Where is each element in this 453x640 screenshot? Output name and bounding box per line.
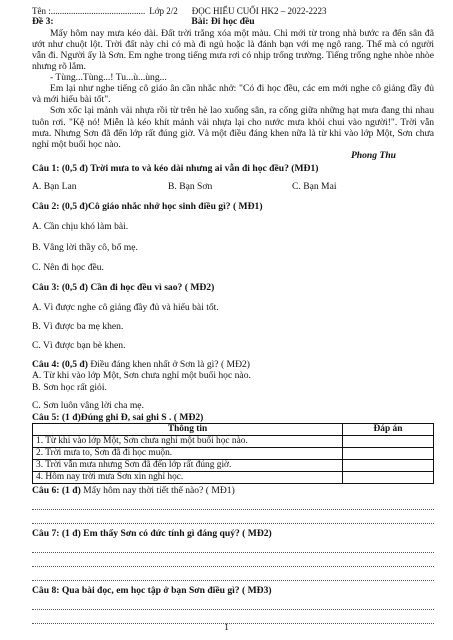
page-number: 1 <box>224 622 229 633</box>
question-1-options <box>32 181 434 192</box>
table-row <box>33 471 434 483</box>
q4-option-b[interactable]: B. Sơn học rất giỏi. <box>32 381 107 393</box>
q1-option-a[interactable]: A. Bạn Lan <box>32 181 77 193</box>
answer-line[interactable] <box>32 554 434 567</box>
student-name-field[interactable]: Tên :.......................................... <box>32 6 146 16</box>
answer-cell[interactable] <box>343 459 434 471</box>
true-false-table <box>32 423 434 484</box>
question-6 <box>32 485 434 496</box>
question-4-label: Câu 4: (0,5 đ) <box>32 359 88 371</box>
table-row <box>33 459 434 471</box>
table-row <box>33 435 434 447</box>
answer-cell[interactable] <box>343 447 434 459</box>
question-6-label: Câu 6: (1 đ) <box>32 484 81 496</box>
q1-option-c[interactable]: C. Bạn Mai <box>292 181 337 193</box>
answer-line[interactable] <box>32 568 434 581</box>
q1-option-b[interactable]: B. Bạn Sơn <box>168 181 213 193</box>
q3-option-b[interactable]: B. Vì được ba mẹ khen. <box>32 321 124 333</box>
table-header-answer: Đáp án <box>343 423 434 435</box>
answer-line[interactable] <box>32 597 434 610</box>
question-8: Câu 8: Qua bài đọc, em học tập ở bạn Sơn điều gì? ( MĐ3) <box>32 585 272 597</box>
answer-line[interactable] <box>32 540 434 553</box>
reading-title: Bài: Đi học đều <box>191 16 255 28</box>
q3-option-c[interactable]: C. Vì được bạn bè khen. <box>32 340 126 352</box>
q4-option-c[interactable]: C. Sơn luôn vâng lời cha mẹ. <box>32 399 144 411</box>
story-paragraph-1: Mấy hôm nay mưa kéo dài. Đất trời trắng xóa một màu. Chỉ mới từ trong nhà bước ra đến sân đã ướt như chuột lột. Trời đất này chỉ có mà đi ngủ hoặc là đánh bạn với mẹ ngô rang. Thế mà có người vẫn đi. Người ấy là Sơn. Em nghe trong tiếng mưa rơi có nhịp trống trường. Tiếng trống nghe nhòe nhòe nhưng rõ lắm. <box>32 27 434 72</box>
q2-option-a[interactable]: A. Cần chịu khó làm bài. <box>32 221 129 233</box>
story-paragraph-4: Sơn xốc lại mảnh vải nhựa rồi từ trên hè lao xuống sân, ra cổng giữa những hạt mưa đang thi nhau tuôn rơi. "Kệ nó! Miễn là kéo khít mảnh vải nhựa lại cho nước mưa khỏi chui vào người!". Trời vẫn mưa. Nhưng Sơn đã đến lớp rất đúng giờ. Và một điều đáng khen nữa là từ khi vào lớp Một, Sơn chưa nghỉ một buổi học nào. <box>32 105 434 150</box>
table-cell-statement: 4. Hôm nay trời mưa Sơn xin nghỉ học. <box>33 471 343 483</box>
table-header-row <box>33 423 434 435</box>
answer-line[interactable] <box>32 497 434 510</box>
question-5: Câu 5: (1 đ)Đúng ghi Đ, sai ghi S . ( MĐ2) <box>32 411 204 423</box>
class-label: Lớp 2/2 <box>149 6 178 16</box>
table-row <box>33 447 434 459</box>
question-6-text: Mấy hôm nay thời tiết thế nào? ( MĐ1) <box>80 484 235 496</box>
table-cell-statement: 1. Từ khi vào lớp Một, Sơn chưa nghỉ một buổi học nào. <box>33 435 343 447</box>
table-cell-statement: 3. Trời vẫn mưa nhưng Sơn đã đến lớp rất đúng giờ. <box>33 459 343 471</box>
q4-option-a[interactable]: A. Từ khi vào lớp Một, Sơn chưa nghỉ một buổi học nào. <box>32 370 251 382</box>
question-7: Câu 7: (1 đ) Em thấy Sơn có đức tính gì đáng quý? ( MĐ2) <box>32 528 272 540</box>
question-4 <box>32 359 434 370</box>
question-4-text: Điều đáng khen nhất ở Sơn là gì? ( MĐ2) <box>87 359 250 371</box>
question-2: Câu 2: (0,5 đ)Cô giáo nhắc nhở học sinh điều gì? ( MĐ1) <box>32 201 263 213</box>
exam-header <box>32 6 434 16</box>
exam-page <box>32 6 434 624</box>
answer-cell[interactable] <box>343 435 434 447</box>
q2-option-b[interactable]: B. Vâng lời thầy cô, bố mẹ. <box>32 241 138 253</box>
q3-option-a[interactable]: A. Vì được nghe cô giảng đầy đủ và hiểu bài tốt. <box>32 301 219 313</box>
test-number: Đề 3: <box>32 16 54 28</box>
test-heading <box>32 16 434 27</box>
answer-cell[interactable] <box>343 471 434 483</box>
exam-title: ĐỌC HIỂU CUỐI HK2 – 2022-2223 <box>191 6 327 16</box>
table-header-info: Thông tin <box>33 423 343 435</box>
story-author: Phong Thu <box>350 149 396 161</box>
story-paragraph-3: Em lại như nghe tiếng cô giáo ân cần nhắc nhở: "Có đi học đều, các em mới nghe cô giảng đầy đủ và mới hiểu bài tốt". <box>32 83 434 106</box>
question-3: Câu 3: (0,5 đ) Cần đi học đều vì sao? ( MĐ2) <box>32 281 215 293</box>
q2-option-c[interactable]: C. Nên đi học đều. <box>32 261 104 273</box>
question-1: Câu 1: (0,5 đ) Trời mưa to và kéo dài nhưng ai vẫn đi học đều? (MĐ1) <box>32 163 319 175</box>
table-cell-statement: 2. Trời mưa to, Sơn đã đi học muộn. <box>33 447 343 459</box>
story-paragraph-2: - Tùng...Tùng...! Tu...ù...ùng... <box>50 72 167 84</box>
answer-line[interactable] <box>32 511 434 524</box>
